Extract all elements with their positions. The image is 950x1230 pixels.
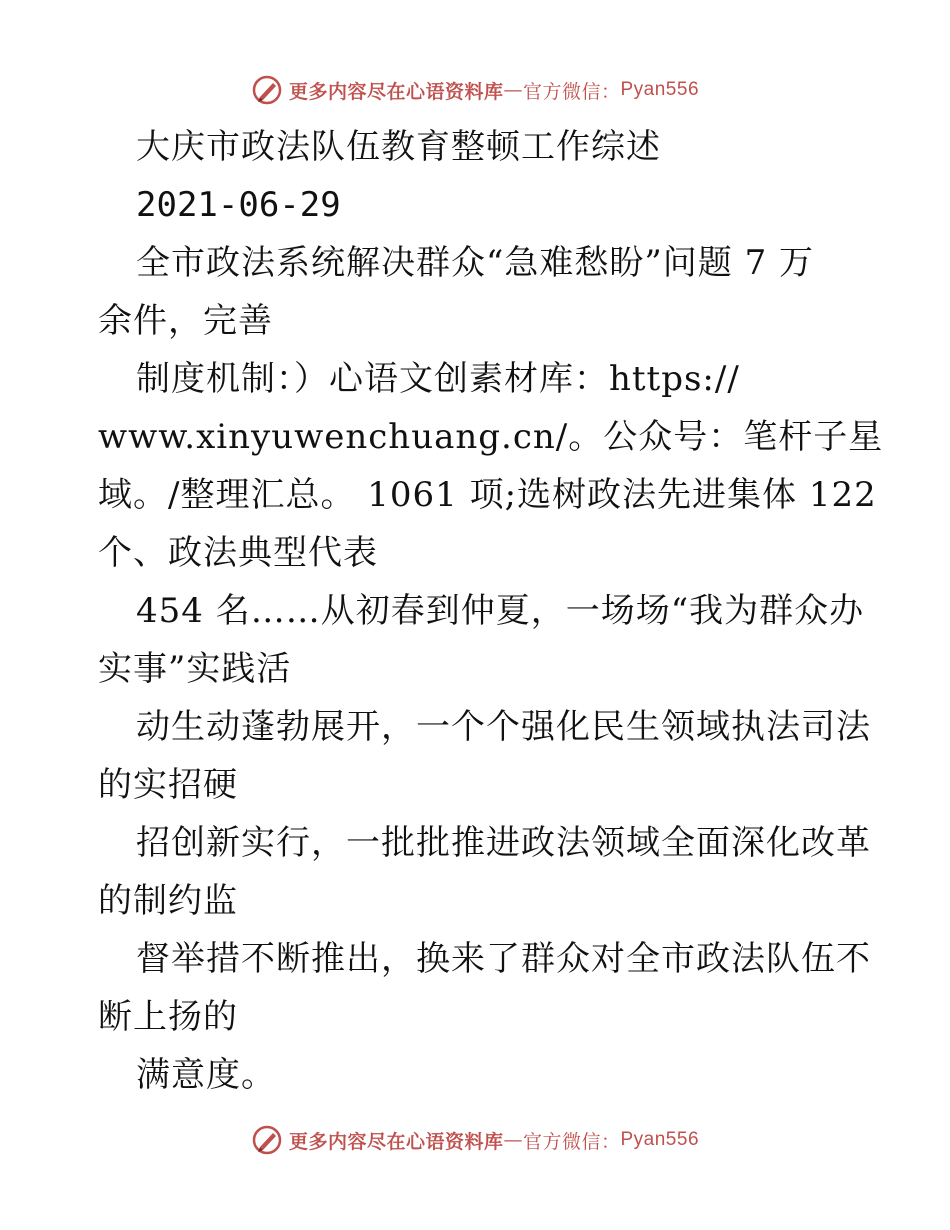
watermark-dash: — [503, 79, 523, 101]
paragraph-line: 的制约监 [98, 881, 238, 921]
paragraph-line: 督举措不断推出，换来了群众对全市政法队伍不 [136, 939, 871, 979]
pen-logo-icon [251, 1124, 283, 1156]
paragraph-line: 余件，完善 [98, 301, 273, 341]
paragraph-line: 满意度。 [136, 1055, 276, 1095]
watermark-site-name: 更多内容尽在心语资料库 [288, 1130, 504, 1153]
paragraph-line: 454 名……从初春到仲夏，一场场“我为群众办 [136, 591, 865, 631]
paragraph-line: www.xinyuwenchuang.cn/。公众号：笔杆子星 [98, 417, 884, 457]
paragraph-line: 实事”实践活 [98, 649, 292, 689]
watermark-dash: — [503, 1129, 523, 1151]
watermark-contact-label: 官方微信： [522, 80, 621, 103]
document-body [98, 118, 884, 1104]
footer-watermark [0, 1120, 950, 1160]
watermark-contact-label: 官方微信： [522, 1130, 621, 1153]
pen-logo-icon [251, 74, 283, 106]
paragraph-line: 招创新实行，一批批推进政法领域全面深化改革 [136, 823, 871, 863]
paragraph-line: 制度机制：）心语文创素材库：https:// [136, 359, 740, 399]
header-watermark [0, 70, 950, 110]
paragraph-line: 全市政法系统解决群众“急难愁盼”问题 7 万 [136, 243, 815, 283]
paragraph-line: 断上扬的 [98, 997, 238, 1037]
watermark-site-name: 更多内容尽在心语资料库 [288, 80, 504, 103]
watermark-wechat-id: Pyan556 [620, 79, 700, 100]
paragraph-line: 的实招硬 [98, 765, 238, 805]
paragraph-line: 个、政法典型代表 [98, 533, 378, 573]
watermark-wechat-id: Pyan556 [620, 1129, 700, 1150]
document-title: 大庆市政法队伍教育整顿工作综述 [136, 127, 661, 167]
paragraph-line: 动生动蓬勃展开，一个个强化民生领域执法司法 [136, 707, 871, 747]
document-date: 2021-06-29 [136, 185, 341, 225]
paragraph-line: 域。/整理汇总。 1061 项;选树政法先进集体 122 [98, 475, 877, 515]
